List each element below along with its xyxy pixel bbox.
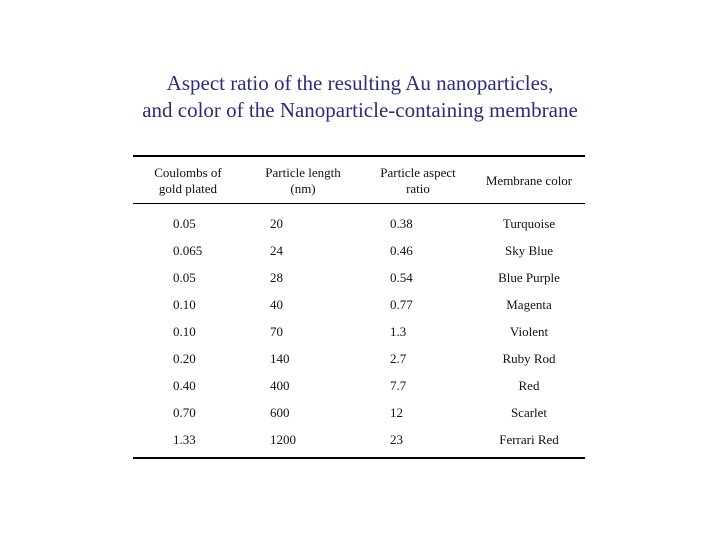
coulombs-cell: 0.065 [173,242,203,258]
table-row [133,204,585,237]
length-cell: 20 [270,215,283,231]
table-row [133,426,585,457]
coulombs-cell: 1.33 [173,431,196,447]
table-row [133,345,585,372]
coulombs-cell: 0.10 [173,323,196,339]
color-cell: Magenta [506,296,552,312]
length-cell: 40 [270,296,283,312]
color-cell: Ruby Rod [502,350,556,366]
header-coulombs-line-1: Coulombs of [154,164,222,180]
aspect-cell: 0.46 [390,242,413,258]
coulombs-cell: 0.40 [173,377,196,393]
table-row [133,264,585,291]
title-line-2: and color of the Nanoparticle-containing membrane [142,98,578,122]
length-cell: 24 [270,242,283,258]
aspect-cell: 7.7 [390,377,407,393]
header-coulombs [133,157,243,204]
table-row [133,372,585,399]
coulombs-cell: 0.05 [173,269,196,285]
title-line-1: Aspect ratio of the resulting Au nanoparticles, [166,71,554,95]
header-aspect-ratio [363,157,473,204]
aspect-cell: 0.54 [390,269,413,285]
table-row [133,237,585,264]
table-row [133,318,585,345]
color-cell: Scarlet [510,404,548,420]
coulombs-cell: 0.20 [173,350,196,366]
header-aspect-line-1: Particle aspect [380,164,456,180]
table-row [133,291,585,318]
aspect-cell: 0.77 [390,296,413,312]
length-cell: 70 [270,323,283,339]
length-cell: 400 [270,377,290,393]
table-header-row [133,157,585,204]
coulombs-cell: 0.70 [173,404,196,420]
data-table [133,155,585,459]
length-cell: 28 [270,269,283,285]
color-cell: Sky Blue [504,242,554,258]
length-cell: 140 [270,350,290,366]
header-coulombs-line-2: gold plated [158,180,218,196]
header-particle-length [243,157,363,204]
coulombs-cell: 0.05 [173,215,196,231]
page-title [0,70,720,124]
color-cell: Turquoise [502,215,556,231]
header-aspect-line-2: ratio [406,180,430,196]
coulombs-cell: 0.10 [173,296,196,312]
color-cell: Ferrari Red [499,431,559,447]
aspect-cell: 23 [390,431,403,447]
header-rule [133,203,585,204]
color-cell: Red [518,377,540,393]
color-cell: Violent [509,323,549,339]
header-length-line-1: Particle length [265,164,341,180]
header-length-line-2: (nm) [290,180,316,196]
aspect-cell: 12 [390,404,403,420]
aspect-cell: 2.7 [390,350,407,366]
length-cell: 1200 [270,431,296,447]
header-color-line-1: Membrane color [485,172,573,188]
aspect-cell: 1.3 [390,323,407,339]
aspect-cell: 0.38 [390,215,413,231]
length-cell: 600 [270,404,290,420]
header-membrane-color [473,157,585,204]
color-cell: Blue Purple [498,269,560,285]
table-row [133,399,585,426]
